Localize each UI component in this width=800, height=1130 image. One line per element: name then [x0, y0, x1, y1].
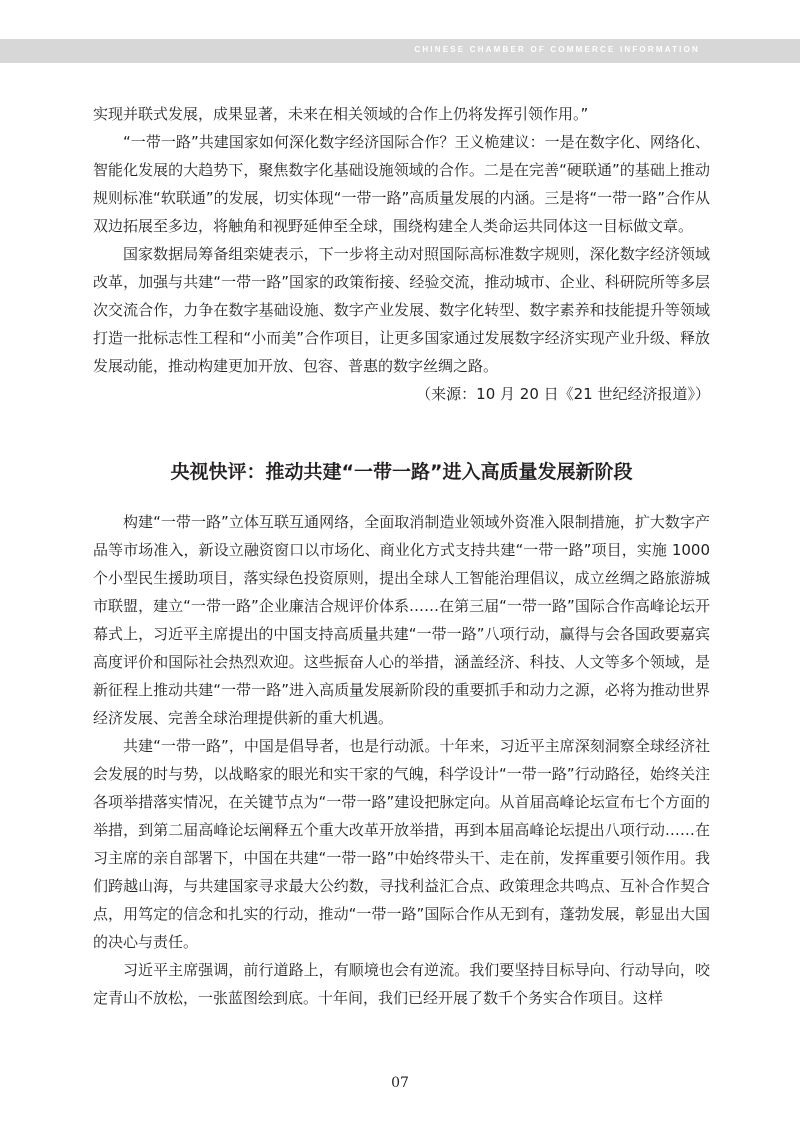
article1-paragraph: 国家数据局筹备组栾婕表示，下一步将主动对照国际高标准数字规则，深化数字经济领域改革，加强与共建“一带一路”国家的政策衔接、经验交流，推动城市、企业、科研院所等多层次交流合作，力争在数字基础设施、数字产业发展、数字化转型、数字素养和技能提升等领域打造一批标志性工程和“小而美”合作项目，让更多国家通过发展数字经济实现产业升级、释放发展动能，推动构建更加开放、包容、普惠的数字丝绸之路。 [93, 245, 710, 375]
article1-source: （来源：10 月 20 日《21 世纪经济报道》） [416, 385, 710, 403]
header-bar [0, 39, 800, 63]
article2-paragraph: 共建“一带一路”，中国是倡导者，也是行动派。十年来，习近平主席深刻洞察全球经济社会发展的时与势，以战略家的眼光和实干家的气魄，科学设计“一带一路”行动路径，始终关注各项举措落实情况，在关键节点为“一带一路”建设把脉定向。从首届高峰论坛宣布七个方面的举措，到第二届高峰论坛阐释五个重大改革开放举措，再到本届高峰论坛提出八项行动……在习主席的亲自部署下，中国在共建“一带一路”中始终带头干、走在前，发挥重要引领作用。我们跨越山海，与共建国家寻求最大公约数，寻找利益汇合点、政策理念共鸣点、互补合作契合点，用笃定的信念和扎实的行动，推动“一带一路”国际合作从无到有，蓬勃发展，彰显出大国的决心与责任。 [93, 737, 710, 951]
page-content [93, 100, 710, 1012]
article2-paragraph: 习近平主席强调，前行道路上，有顺境也会有逆流。我们要坚持目标导向、行动导向，咬定青山不放松，一张蓝图绘到底。十年间，我们已经开展了数千个务实合作项目。这样 [93, 961, 710, 1007]
article2-title: 央视快评：推动共建“一带一路”进入高质量发展新阶段 [170, 461, 633, 483]
publication-title: CHINESE CHAMBER OF COMMERCE INFORMATION [414, 45, 700, 54]
page-number: 07 [391, 1075, 409, 1091]
article1-paragraph: 实现并联式发展，成果显著，未来在相关领域的合作上仍将发挥引领作用。” [93, 105, 589, 123]
article2-paragraph: 构建“一带一路”立体互联互通网络，全面取消制造业领域外资准入限制措施，扩大数字产品等市场准入，新设立融资窗口以市场化、商业化方式支持共建“一带一路”项目，实施 1000 个小型民生援助项目，落实绿色投资原则，提出全球人工智能治理倡议，成立丝绸之路旅游城市联盟，建立“一带一路”企业廉洁合规评价体系……在第三届“一带一路”国际合作高峰论坛开幕式上，习近平主席提出的中国支持高质量共建“一带一路”八项行动，赢得与会各国政要嘉宾高度评价和国际社会热烈欢迎。这些振奋人心的举措，涵盖经济、科技、人文等多个领域，是新征程上推动共建“一带一路”进入高质量发展新阶段的重要抓手和动力之源，必将为推动世界经济发展、完善全球治理提供新的重大机遇。 [93, 513, 710, 727]
article1-paragraph: “一带一路”共建国家如何深化数字经济国际合作？王义桅建议：一是在数字化、网络化、智能化发展的大趋势下，聚焦数字化基础设施领域的合作。二是在完善“硬联通”的基础上推动规则标准“软联通”的发展，切实体现“一带一路”高质量发展的内涵。三是将“一带一路”合作从双边拓展至多边，将触角和视野延伸至全球，围绕构建全人类命运共同体这一目标做文章。 [93, 133, 710, 235]
